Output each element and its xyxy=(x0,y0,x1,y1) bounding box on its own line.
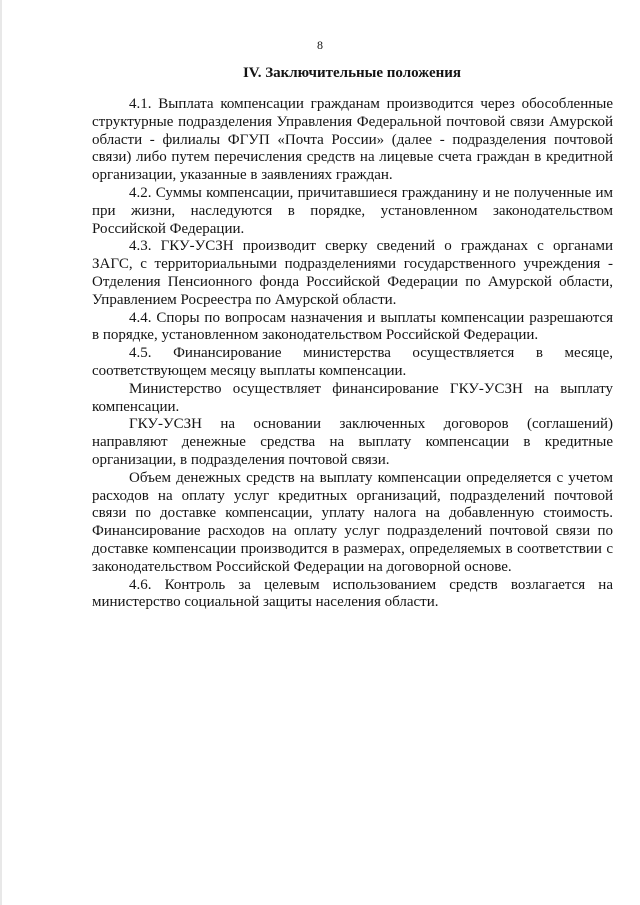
paragraph-ministry-financing: Министерство осуществляет финансирование ГКУ-УСЗН на выплату компенсации. xyxy=(92,380,613,415)
paragraph-4-2: 4.2. Суммы компенсации, причитавшиеся гражданину и не полученные им при жизни, наследуются в порядке, установленном законодательством Российской Федерации. xyxy=(92,184,613,237)
paragraph-4-1: 4.1. Выплата компенсации гражданам производится через обособленные структурные подразделения Управления Федеральной почтовой связи Амурской области - филиалы ФГУП «Почта России» (далее - подразделения почтовой связи) либо путем перечисления средств на лицевые счета граждан в кредитной организации, указанные в заявлениях граждан. xyxy=(92,96,613,184)
section-title: IV. Заключительные положения xyxy=(242,65,462,81)
body-text xyxy=(92,96,613,612)
paragraph-4-3: 4.3. ГКУ-УСЗН производит сверку сведений о гражданах с органами ЗАГС, с территориальными подразделениями государственного учреждения - Отделения Пенсионного фонда Российской Федерации по Амурской области, Управлением Росреестра по Амурской области. xyxy=(92,238,613,308)
paragraph-funds-volume: Объем денежных средств на выплату компенсации определяется с учетом расходов на оплату услуг кредитных организаций, подразделений почтовой связи по доставке компенсации, уплату налога на добавленную стоимость. Финансирование расходов на оплату услуг подразделений почтовой связи по доставке компенсации производится в размерах, определяемых в соответствии с законодательством Российской Федерации на договорной основе. xyxy=(92,469,613,575)
paragraph-4-5: 4.5. Финансирование министерства осуществляется в месяце, соответствующем месяцу выплаты компенсации. xyxy=(92,345,613,379)
paragraph-4-6: 4.6. Контроль за целевым использованием средств возлагается на министерство социальной защиты населения области. xyxy=(92,576,613,611)
page-number: 8 xyxy=(317,38,323,52)
paragraph-gku-transfers: ГКУ-УСЗН на основании заключенных договоров (соглашений) направляют денежные средства на выплату компенсации в кредитные организации, в подразделения почтовой связи. xyxy=(92,416,613,468)
scan-edge xyxy=(0,0,2,905)
paragraph-4-4: 4.4. Споры по вопросам назначения и выплаты компенсации разрешаются в порядке, установленном законодательством Российской Федерации. xyxy=(92,309,613,344)
